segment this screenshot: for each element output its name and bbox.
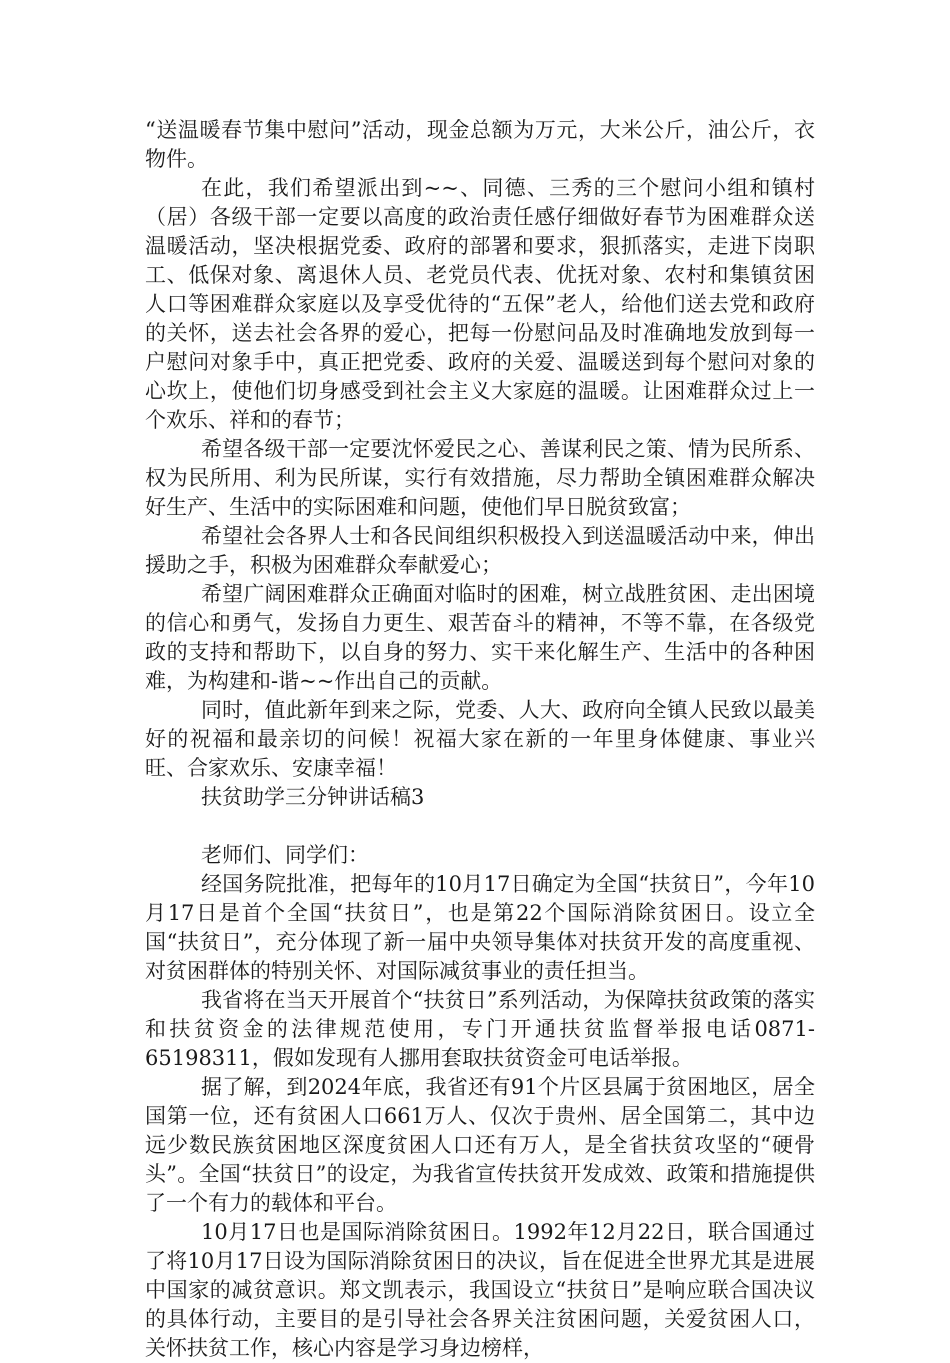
paragraph-society-hope: 希望社会各界人士和各民间组织积极投入到送温暖活动中来，伸出援助之手，积极为困难群众奉献爱心； [145, 524, 815, 577]
paragraph-statistics: 据了解，到2024年底，我省还有91个片区县属于贫困地区，居全国第一位，还有贫困人口661万人、仅次于贵州、居全国第二，其中边远少数民族贫困地区深度贫困人口还有万人，是全省扶贫攻坚的“硬骨头”。全国“扶贫日”的设定，为我省宣传扶贫开发成效、政策和措施提供了一个有力的载体和平台。 [145, 1075, 815, 1215]
salutation: 老师们、同学们： [201, 843, 369, 867]
paragraph-masses-hope: 希望广阔困难群众正确面对临时的困难，树立战胜贫困、走出困境的信心和勇气，发扬自力更生、艰苦奋斗的精神，不等不靠，在各级党政的支持和帮助下，以自身的努力、实干来化解生产、生活中的各种困难，为构建和-谐~~作出自己的贡献。 [145, 582, 815, 693]
document-page [145, 116, 815, 1363]
paragraph-international-day: 10月17日也是国际消除贫困日。1992年12月22日，联合国通过了将10月17日设为国际消除贫困日的决议，旨在促进全世界尤其是进展中国家的减贫意识。郑文凯表示，我国设立“扶贫日”是响应联合国决议的具体行动，主要目的是引导社会各界关注贫困问题，关爱贫困人口，关怀扶贫工作，核心内容是学习身边榜样， [145, 1220, 815, 1360]
paragraph-new-year-greeting: 同时，值此新年到来之际，党委、人大、政府向全镇人民致以最美好的祝福和最亲切的问候！祝福大家在新的一年里身体健康、事业兴旺、合家欢乐、安康幸福！ [145, 698, 815, 780]
paragraph-hotline: 我省将在当天开展首个“扶贫日”系列活动，为保障扶贫政策的落实和扶贫资金的法律规范使用，专门开通扶贫监督举报电话0871-65198311，假如发现有人挪用套取扶贫资金可电话举报。 [145, 988, 815, 1070]
paragraph-relief-activity: “送温暖春节集中慰问”活动，现金总额为万元，大米公斤，油公斤，衣物件。 [145, 118, 815, 171]
paragraph-condolence-teams: 在此，我们希望派出到~~、同德、三秀的三个慰问小组和镇村（居）各级干部一定要以高度的政治责任感仔细做好春节为困难群众送温暖活动，坚决根据党委、政府的部署和要求，狠抓落实，走进下岗职工、低保对象、离退休人员、老党员代表、优抚对象、农村和集镇贫困人口等困难群众家庭以及享受优待的“五保”老人，给他们送去党和政府的关怀，送去社会各界的爱心，把每一份慰问品及时准确地发放到每一户慰问对象手中，真正把党委、政府的关爱、温暖送到每个慰问对象的心坎上，使他们切身感受到社会主义大家庭的温暖。让困难群众过上一个欢乐、祥和的春节； [145, 176, 815, 432]
paragraph-cadres-hope: 希望各级干部一定要沈怀爱民之心、善谋利民之策、情为民所系、权为民所用、利为民所谋，实行有效措施，尽力帮助全镇困难群众解决好生产、生活中的实际困难和问题，使他们早日脱贫致富； [145, 437, 815, 519]
blank-line [145, 812, 815, 841]
paragraph-poverty-day: 经国务院批准，把每年的10月17日确定为全国“扶贫日”，今年10月17日是首个全国“扶贫日”，也是第22个国际消除贫困日。设立全国“扶贫日”，充分体现了新一届中央领导集体对扶贫开发的高度重视、对贫困群体的特别关怀、对国际减贫事业的责任担当。 [145, 872, 815, 983]
section-title: 扶贫助学三分钟讲话稿3 [201, 785, 425, 809]
